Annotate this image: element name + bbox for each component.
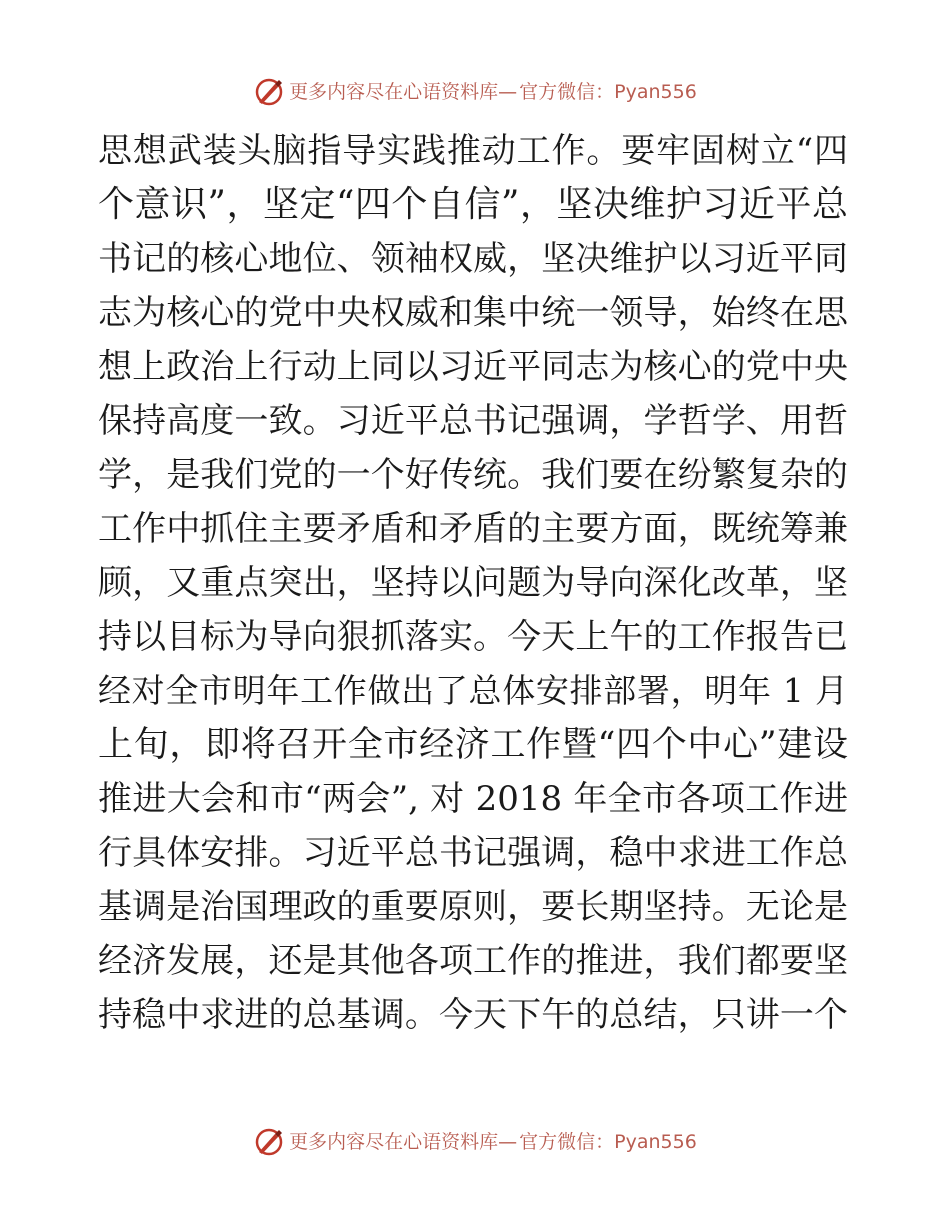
banner-wechat-text: 官方微信：Pyan556	[519, 1130, 697, 1153]
body-line: 持稳中求进的总基调。今天下午的总结，只讲一个	[98, 995, 848, 1035]
document-body	[98, 124, 858, 1042]
body-line: 学，是我们党的一个好传统。我们要在纷繁复杂的	[98, 455, 848, 495]
body-line: 工作中抓住主要矛盾和矛盾的主要方面，既统筹兼	[98, 509, 848, 549]
pen-logo-icon	[253, 76, 285, 108]
footer-watermark-banner	[0, 1122, 950, 1162]
body-line: 推进大会和市“两会”, 对 2018 年全市各项工作进	[98, 779, 848, 819]
pen-logo-icon	[253, 1126, 285, 1158]
body-line: 志为核心的党中央权威和集中统一领导，始终在思	[98, 293, 848, 333]
body-line: 经对全市明年工作做出了总体安排部署，明年 1 月	[98, 671, 848, 710]
body-line: 想上政治上行动上同以习近平同志为核心的党中央	[98, 347, 848, 387]
body-line: 保持高度一致。习近平总书记强调，学哲学、用哲	[98, 401, 848, 441]
body-line: 思想武装头脑指导实践推动工作。要牢固树立“四	[98, 131, 848, 171]
banner-separator: —	[498, 1130, 518, 1153]
body-line: 顾，又重点突出，坚持以问题为导向深化改革，坚	[98, 563, 848, 603]
body-line: 基调是治国理政的重要原则，要长期坚持。无论是	[98, 887, 848, 927]
body-line: 书记的核心地位、领袖权威，坚决维护以习近平同	[98, 239, 848, 279]
banner-main-text: 更多内容尽在心语资料库	[289, 80, 499, 103]
body-line: 行具体安排。习近平总书记强调，稳中求进工作总	[98, 833, 848, 873]
banner-wechat-text: 官方微信：Pyan556	[519, 80, 697, 103]
body-line: 持以目标为导向狠抓落实。今天上午的工作报告已	[98, 617, 848, 657]
banner-main-text: 更多内容尽在心语资料库	[289, 1130, 499, 1153]
body-line: 个意识”，坚定“四个自信”，坚决维护习近平总	[98, 184, 848, 225]
body-line: 经济发展，还是其他各项工作的推进，我们都要坚	[98, 941, 848, 981]
body-line: 上旬，即将召开全市经济工作暨“四个中心”建设	[98, 725, 848, 765]
header-watermark-banner	[0, 72, 950, 112]
banner-separator: —	[498, 80, 518, 103]
